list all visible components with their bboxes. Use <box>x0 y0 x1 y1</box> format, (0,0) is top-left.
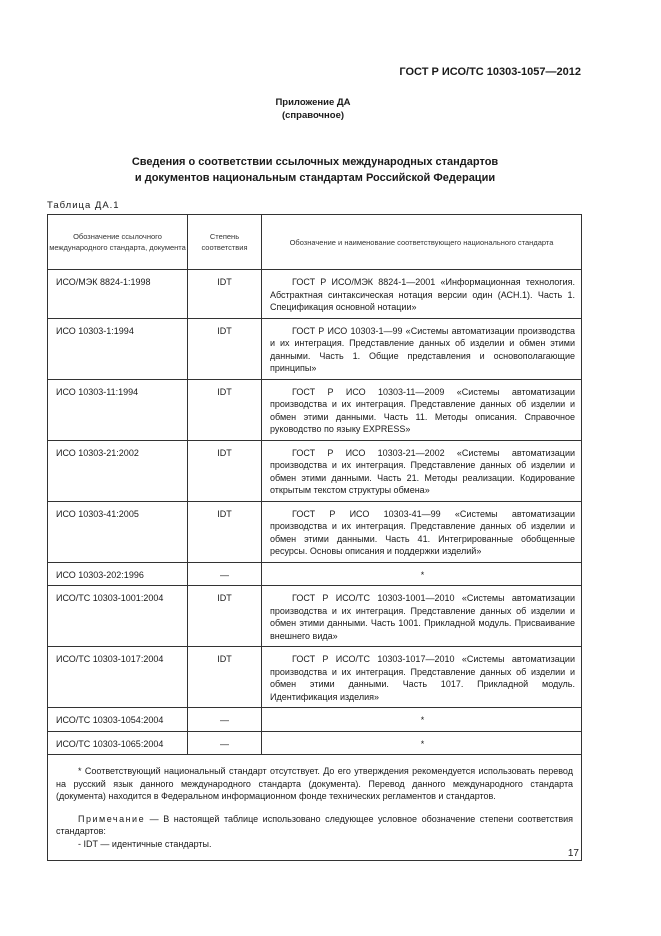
table-row <box>48 318 582 379</box>
cell-national: * <box>262 731 582 755</box>
cell-degree: IDT <box>188 501 262 562</box>
page-number: 17 <box>567 848 579 859</box>
annex-subtitle: (справочное) <box>281 110 345 121</box>
table-row <box>48 586 582 647</box>
cell-national: ГОСТ Р ИСО/МЭК 8824-1—2001 «Информационная технология. Абстрактная синтаксическая нотация версии один (АСН.1). Часть 1. Спецификация основной нотации» <box>262 270 582 319</box>
cell-national: * <box>262 708 582 732</box>
table-label: Таблица ДА.1 <box>47 200 120 211</box>
cell-national: ГОСТ Р ИСО 10303-41—99 «Системы автоматизации производства и их интеграция. Представление данных об изделии и обмен этими данными. Часть 41. Интегрированные обобщенные ресурсы. Основы описания и поддержки изделий» <box>262 501 582 562</box>
cell-degree: IDT <box>188 647 262 708</box>
table-row <box>48 708 582 732</box>
cell-national: ГОСТ Р ИСО 10303-11—2009 «Системы автоматизации производства и их интеграция. Представление данных об изделии и обмен этими данными. Часть 11. Методы описания. Справочное руководство по языку EXPRESS» <box>262 379 582 440</box>
table-row <box>48 501 582 562</box>
section-title-line-2: и документов национальным стандартам Российской Федерации <box>134 172 496 184</box>
cell-reference: ИСО 10303-41:2005 <box>48 501 188 562</box>
annex-title: Приложение ДА <box>275 97 351 108</box>
section-title <box>0 154 630 186</box>
cell-national: ГОСТ Р ИСО 10303-1—99 «Системы автоматизации производства и их интеграция. Представление данных об изделии и обмен этими данными. Часть 1. Общие представления и основополагающие принципы» <box>262 318 582 379</box>
annex-heading <box>0 96 626 122</box>
cell-reference: ИСО/ТС 10303-1054:2004 <box>48 708 188 732</box>
cell-national: * <box>262 562 582 586</box>
cell-degree: — <box>188 731 262 755</box>
section-title-line-1: Сведения о соответствии ссылочных международных стандартов <box>131 156 499 168</box>
cell-reference: ИСО 10303-202:1996 <box>48 562 188 586</box>
cell-reference: ИСО/ТС 10303-1065:2004 <box>48 731 188 755</box>
table-row <box>48 270 582 319</box>
cell-national: ГОСТ Р ИСО/ТС 10303-1001—2010 «Системы автоматизации производства и их интеграция. Представление данных об изделии и обмен этими данными. Часть 1001. Прикладной модуль. Присваивание внешнего вида» <box>262 586 582 647</box>
header-national-standard: Обозначение и наименование соответствующего национального стандарта <box>262 215 582 270</box>
cell-degree: IDT <box>188 586 262 647</box>
correspondence-table-wrapper <box>47 214 581 861</box>
cell-national: ГОСТ Р ИСО/ТС 10303-1017—2010 «Системы автоматизации производства и их интеграция. Представление данных об изделии и обмен этими данными. Часть 1017. Прикладной модуль. Идентификация изделия» <box>262 647 582 708</box>
correspondence-table <box>47 214 582 861</box>
table-row <box>48 440 582 501</box>
document-code: ГОСТ Р ИСО/ТС 10303-1057—2012 <box>399 66 581 78</box>
table-footnote-row <box>48 755 582 861</box>
cell-degree: — <box>188 708 262 732</box>
cell-degree: IDT <box>188 270 262 319</box>
cell-reference: ИСО/ТС 10303-1017:2004 <box>48 647 188 708</box>
table-footnote-cell <box>48 755 582 861</box>
table-row <box>48 647 582 708</box>
cell-degree: IDT <box>188 379 262 440</box>
cell-reference: ИСО/ТС 10303-1001:2004 <box>48 586 188 647</box>
table-header-row <box>48 215 582 270</box>
header-international-standard: Обозначение ссылочного международного стандарта, документа <box>48 215 188 270</box>
cell-reference: ИСО 10303-1:1994 <box>48 318 188 379</box>
table-row <box>48 379 582 440</box>
cell-degree: — <box>188 562 262 586</box>
cell-reference: ИСО/МЭК 8824-1:1998 <box>48 270 188 319</box>
table-row <box>48 731 582 755</box>
note-item: - IDT — идентичные стандарты. <box>78 838 212 849</box>
cell-degree: IDT <box>188 440 262 501</box>
cell-reference: ИСО 10303-21:2002 <box>48 440 188 501</box>
cell-reference: ИСО 10303-11:1994 <box>48 379 188 440</box>
note-label: Примечание <box>78 813 146 824</box>
cell-national: ГОСТ Р ИСО 10303-21—2002 «Системы автоматизации производства и их интеграция. Представление данных об изделии и обмен этими данными. Часть 21. Методы реализации. Кодирование открытым текстом структуры обмена» <box>262 440 582 501</box>
cell-degree: IDT <box>188 318 262 379</box>
header-degree: Степень соответствия <box>188 215 262 270</box>
note-text: — В настоящей таблице использовано следующее условное обозначение степени соответствия стандартов: <box>56 813 573 836</box>
table-row <box>48 562 582 586</box>
note-paragraph <box>56 813 573 838</box>
footnote-text: * Соответствующий национальный стандарт отсутствует. До его утверждения рекомендуется использовать перевод на русский язык данного международного стандарта (документа). Перевод данного международного стандарта (документа) находится в Федеральном информационном фонде технических регламентов и стандартов. <box>56 766 573 801</box>
